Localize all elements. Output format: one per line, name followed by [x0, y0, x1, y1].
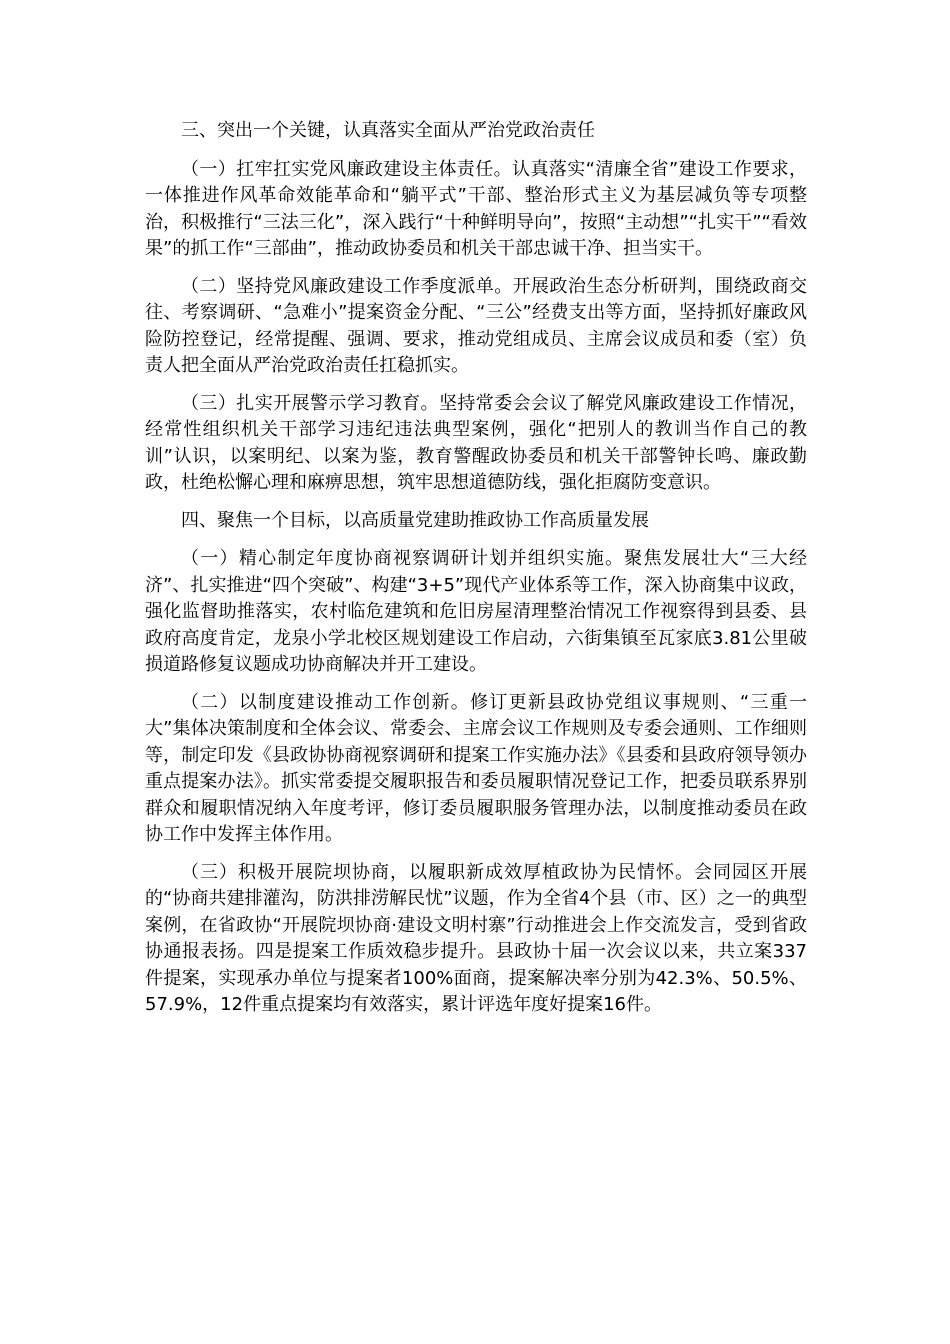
paragraph-4-3: （三）积极开展院坝协商，以履职新成效厚植政协为民情怀。会同园区开展的“协商共建排灌沟，防洪排涝解民忧”议题，作为全省4个县（市、区）之一的典型案例，在省政协“开展院坝协商·建设文明村寨”行动推进会上作交流发言，受到省政协通报表扬。四是提案工作质效稳步提升。县政协十届一次会议以来，共立案337件提案，实现承办单位与提案者100%面商，提案解决率分别为42.3%、50.5%、57.9%，12件重点提案均有效落实，累计评选年度好提案16件。 — [145, 861, 807, 1015]
paragraph-3-3: （三）扎实开展警示学习教育。坚持常委会会议了解党风廉政建设工作情况，经常性组织机关干部学习违纪违法典型案例，强化“把别人的教训当作自己的教训”认识，以案明纪、以案为鉴，教育警醒政协委员和机关干部警钟长鸣、廉政勤政，杜绝松懈心理和麻痹思想，筑牢思想道德防线，强化拒腐防变意识。 — [145, 392, 807, 493]
section-heading-4: 四、聚焦一个目标，以高质量党建助推政协工作高质量发展 — [181, 509, 649, 531]
document-body — [145, 118, 807, 1030]
paragraph-4-2: （二）以制度建设推动工作创新。修订更新县政协党组议事规则、“三重一大”集体决策制度和全体会议、常委会、主席会议工作规则及专委会通则、工作细则等，制定印发《县政协协商视察调研和提案工作实施办法》《县委和县政府领导领办重点提案办法》。抓实常委提交履职报告和委员履职情况登记工作，把委员联系界别群众和履职情况纳入年度考评，修订委员履职服务管理办法，以制度推动委员在政协工作中发挥主体作用。 — [145, 691, 807, 845]
paragraph-3-2: （二）坚持党风廉政建设工作季度派单。开展政治生态分析研判，围绕政商交往、考察调研、“急难小”提案资金分配、“三公”经费支出等方面，坚持抓好廉政风险防控登记，经常提醒、强调、要求，推动党组成员、主席会议成员和委（室）负责人把全面从严治党政治责任扛稳抓实。 — [145, 275, 807, 376]
section-heading-3: 三、突出一个关键，认真落实全面从严治党政治责任 — [181, 120, 595, 141]
paragraph-3-1: （一）扛牢扛实党风廉政建设主体责任。认真落实“清廉全省”建设工作要求，一体推进作风革命效能革命和“躺平式”干部、整治形式主义为基层减负等专项整治，积极推行“三法三化”，深入践行“十种鲜明导向”，按照“主动想”“扎实干”“看效果”的抓工作“三部曲”，推动政协委员和机关干部忠诚干净、担当实干。 — [145, 158, 807, 259]
paragraph-4-1: （一）精心制定年度协商视察调研计划并组织实施。聚焦发展壮大“三大经济”、扎实推进“四个突破”、构建“3+5”现代产业体系等工作，深入协商集中议政，强化监督助推落实，农村临危建筑和危旧房屋清理整治情况工作视察得到县委、县政府高度肯定，龙泉小学北校区规划建设工作启动，六街集镇至瓦家底3.81公里破损道路修复议题成功协商解决并开工建设。 — [145, 548, 807, 675]
